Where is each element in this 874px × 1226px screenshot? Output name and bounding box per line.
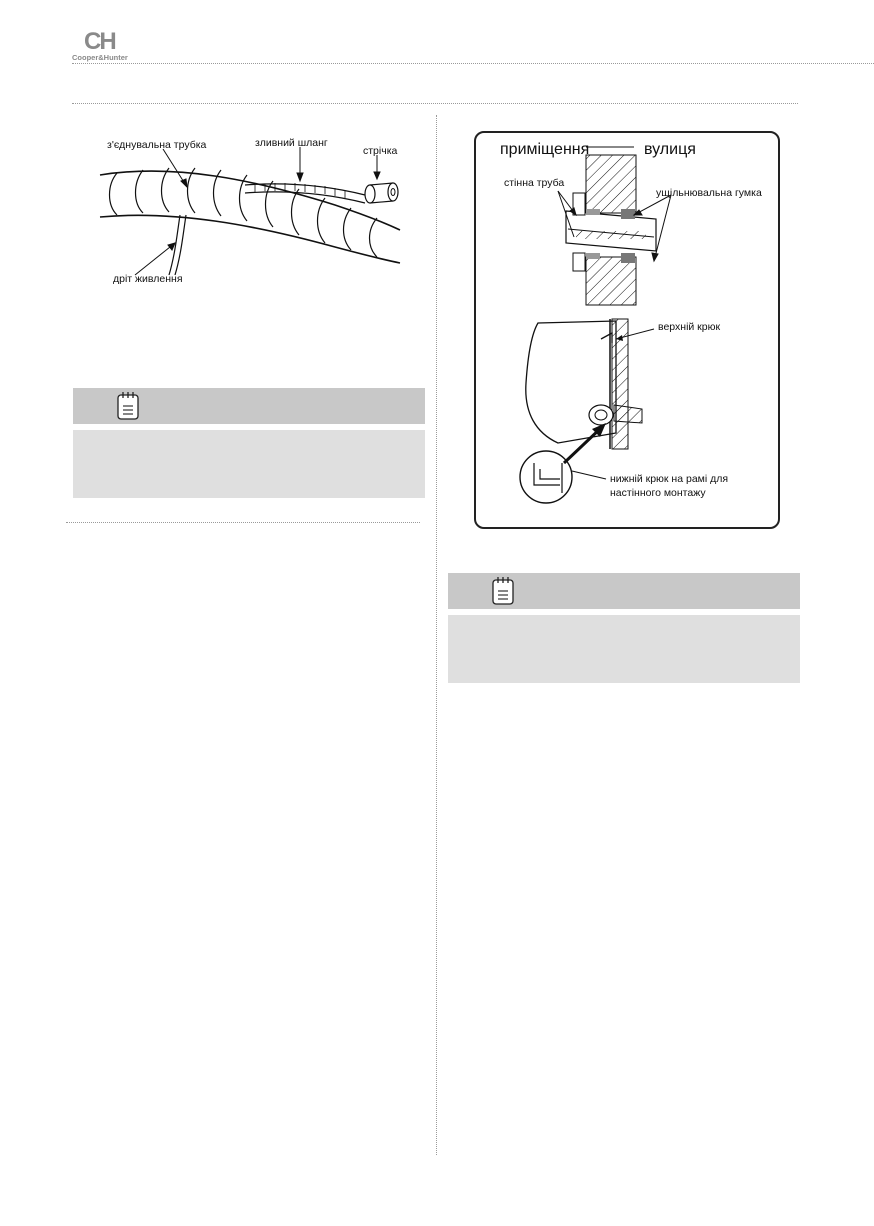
label-lower-hook-line1: нижній крюк на рамі для xyxy=(610,473,729,485)
label-indoor: приміщення xyxy=(500,141,590,158)
label-tape: стрічка xyxy=(363,145,398,157)
section-rule xyxy=(72,103,798,104)
label-lower-hook-line2: настінного монтажу xyxy=(610,487,706,499)
label-seal: ущільнювальна гумка xyxy=(656,187,762,199)
pipe-bundle-illustration xyxy=(95,135,415,290)
label-drain-hose: зливний шланг xyxy=(255,137,328,149)
note-body-right xyxy=(448,615,800,683)
brand-logo xyxy=(72,28,142,62)
label-connecting-tube: з'єднувальна трубка xyxy=(107,139,207,151)
label-power-wire: дріт живлення xyxy=(113,273,183,285)
note-body-left xyxy=(73,430,425,498)
logo-ch-text: CH xyxy=(84,28,115,55)
label-wall-pipe: стінна труба xyxy=(504,177,565,189)
header-rule xyxy=(72,63,874,64)
label-outdoor: вулиця xyxy=(644,141,696,158)
figure-wall-installation xyxy=(474,131,780,529)
notepad-icon xyxy=(490,576,516,606)
left-column-rule xyxy=(66,522,420,523)
note-header-left xyxy=(73,388,425,424)
note-header-right xyxy=(448,573,800,609)
figure-pipe-bundle xyxy=(95,135,415,290)
column-divider xyxy=(436,115,437,1155)
label-upper-hook: верхній крюк xyxy=(658,321,721,333)
logo-subtitle: Cooper&Hunter xyxy=(72,53,128,62)
notepad-icon xyxy=(115,391,141,421)
